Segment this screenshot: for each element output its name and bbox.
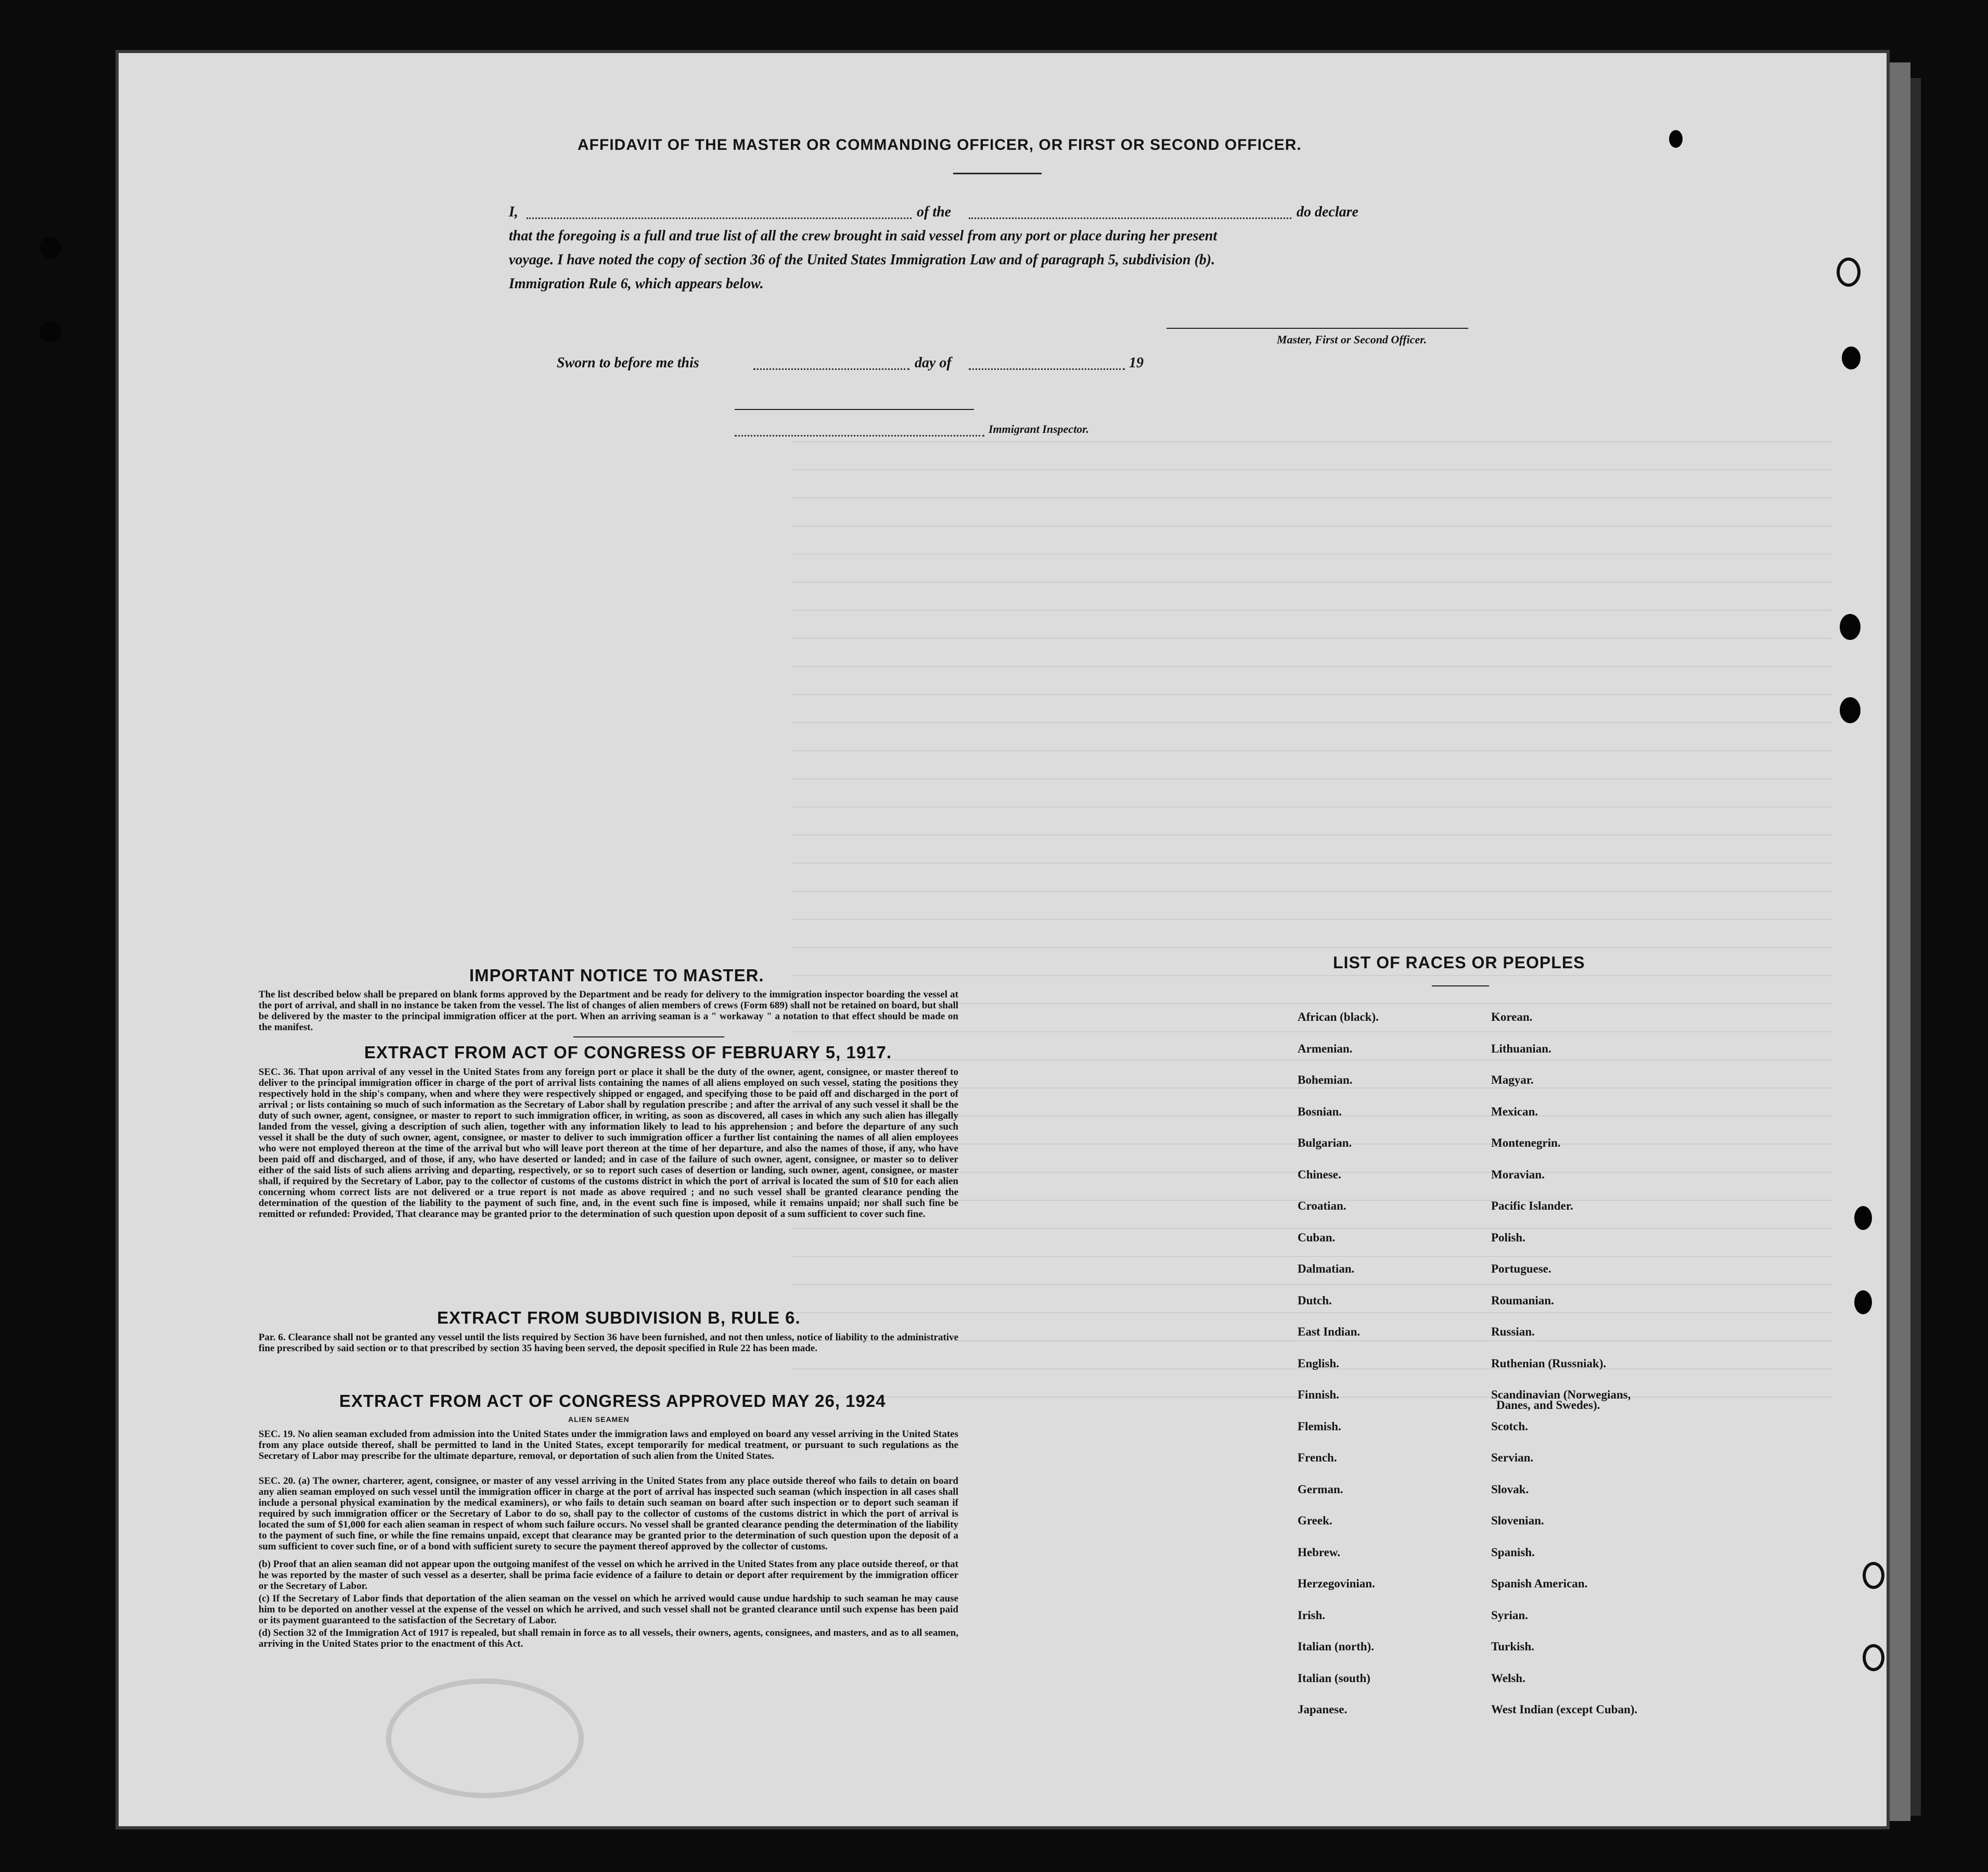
divider: [1432, 985, 1489, 986]
race-item: Ruthenian (Russniak).: [1491, 1356, 1607, 1370]
race-item-scandinavian-cont: Danes, and Swedes).: [1496, 1399, 1600, 1412]
manifest-page-back: [116, 50, 1890, 1829]
race-item: West Indian (except Cuban).: [1491, 1703, 1638, 1716]
affidavit-title: AFFIDAVIT OF THE MASTER OR COMMANDING OFFICER, OR FIRST OR SECOND OFFICER.: [578, 136, 1302, 153]
race-item: Lithuanian.: [1491, 1042, 1551, 1055]
notice-title: IMPORTANT NOTICE TO MASTER.: [469, 966, 764, 985]
races-title: LIST OF RACES OR PEOPLES: [1333, 953, 1585, 972]
master-label: Master, First or Second Officer.: [1277, 333, 1427, 346]
race-item: Hebrew.: [1298, 1545, 1340, 1559]
binder-hole: [1840, 697, 1861, 723]
race-item: Spanish American.: [1491, 1577, 1588, 1590]
race-item: Croatian.: [1298, 1199, 1346, 1212]
affidavit-line4: Immigration Rule 6, which appears below.: [509, 276, 764, 292]
race-item: Pacific Islander.: [1491, 1199, 1573, 1212]
extract-1924-title: EXTRACT FROM ACT OF CONGRESS APPROVED MAY 26, 1924: [339, 1391, 886, 1411]
affidavit-line1-declare: do declare: [1297, 204, 1358, 220]
race-item: Montenegrin.: [1491, 1136, 1561, 1149]
race-item: Syrian.: [1491, 1608, 1528, 1622]
race-item: African (black).: [1298, 1010, 1379, 1023]
extract-1924-sec19: SEC. 19. No alien seaman excluded from admission into the United States under the immigration laws and employed on board any vessel arriving in the United States from any place outside thereof, shall be permitted to land in the United States, except temporarily for medical treatment, or pursuant to such regulations as the Secretary of Labor may prescribe for the ultimate departure, removal, or deportation of such alien from the United States.: [259, 1429, 958, 1461]
extract-1917-body: SEC. 36. That upon arrival of any vessel in the United States from any foreign port or place it shall be the duty of the owner, agent, consignee, or master thereof to deliver to the principal immigration officer in charge of the port of arrival lists containing the names of all aliens employed on such vessel, stating the positions they respectively hold in the ship's company, when and where they were respectively shipped or engaged, and specifying those to be paid off and discharged in the port of arrival ; or lists containing so much of such information as the Secretary of Labor shall by regulation prescribe ; and after the arrival of any such vessel it shall be the duty of such owner, agent, consignee, or master to report to such immigration officer, in writing, as soon as discovered, all cases in which any such alien has illegally landed from the vessel, giving a description of such alien, together with any information likely to lead to his apprehension ; and before the departure of any such vessel it shall be the duty of such owner, agent, consignee, or master to deliver to such immigration officer a further list containing the names of all alien employees who were not employed thereon at the time of the arrival but who will leave port thereon at the time of her departure, and also the names of those, if any, who have been paid off and discharged, and of those, if any, who have deserted or landed; and in case of the failure of such owner, agent, consignee, or master so to deliver either of the said lists of such aliens arriving and departing, respectively, or so to report such cases of desertion or landing, such owner, agent, consignee, or master shall, if required by the Secretary of Labor, pay to the collector of customs of the customs district in which the port of arrival is located the sum of $10 for each alien concerning whom correct lists are not delivered or a true report is not made as above required ; and no such vessel shall be granted clearance pending the determination of the question of the liability to the payment of such fine, and, in the event such fine is imposed, while it remains unpaid; nor shall such fine be remitted or refunded: Provided, That clearance may be granted prior to the determination of such question upon deposit of a sum sufficient to cover such fine.: [259, 1067, 958, 1220]
binder-hole: [40, 320, 61, 342]
inspector-line-top: [735, 409, 974, 410]
master-signature-line[interactable]: [1166, 328, 1468, 329]
race-item: Dalmatian.: [1298, 1262, 1355, 1275]
race-item: East Indian.: [1298, 1325, 1361, 1338]
race-item: Slovenian.: [1491, 1514, 1544, 1527]
sworn-day-field[interactable]: [753, 368, 909, 370]
binder-hole: [1863, 1644, 1884, 1671]
name-field[interactable]: [527, 217, 912, 219]
race-item: Italian (north).: [1298, 1640, 1374, 1653]
affidavit-line3: voyage. I have noted the copy of section 36 of the United States Immigration Law and of paragraph 5, subdivision (b).: [509, 252, 1215, 268]
affidavit-line1-i: I,: [509, 204, 518, 220]
race-item: Scotch.: [1491, 1419, 1528, 1433]
race-item: Cuban.: [1298, 1230, 1336, 1244]
race-item: Polish.: [1491, 1230, 1525, 1244]
official-stamp: [386, 1678, 584, 1798]
race-item: Slovak.: [1491, 1482, 1529, 1496]
race-item: Greek.: [1298, 1514, 1332, 1527]
inspector-signature-field[interactable]: [735, 435, 984, 437]
binder-hole: [40, 237, 61, 259]
race-item: French.: [1298, 1451, 1337, 1464]
rule6-title: EXTRACT FROM SUBDIVISION B, RULE 6.: [437, 1308, 801, 1327]
race-item: Scandinavian (Norwegians,: [1491, 1388, 1631, 1401]
race-item: Magyar.: [1491, 1073, 1534, 1086]
sworn-label: Sworn to before me this: [557, 355, 699, 371]
alien-seamen-subtitle: ALIEN SEAMEN: [568, 1415, 630, 1424]
binder-hole: [1863, 1562, 1884, 1589]
race-item: Spanish.: [1491, 1545, 1535, 1559]
race-item: Finnish.: [1298, 1388, 1339, 1401]
race-item: Bosnian.: [1298, 1105, 1342, 1118]
page-edge-shadow: [1890, 62, 1910, 1821]
extract-1924-sec20b: (b) Proof that an alien seaman did not appear upon the outgoing manifest of the vessel on which he arrived in the United States from any place outside thereof, or that he was reported by the master of such vessel as a deserter, shall be prima facie evidence of a failure to detain or deport after requirement by the immigration officer or the Secretary of Labor.: [259, 1559, 958, 1592]
race-item: Dutch.: [1298, 1293, 1332, 1307]
affidavit-line2: that the foregoing is a full and true list of all the crew brought in said vessel from any port or place during her present: [509, 228, 1217, 244]
extract-1917-title: EXTRACT FROM ACT OF CONGRESS OF FEBRUARY 5, 1917.: [364, 1043, 892, 1062]
binder-hole: [1837, 258, 1861, 287]
rule6-body: Par. 6. Clearance shall not be granted any vessel until the lists required by Section 36 have been furnished, and not then unless, notice of liability to the administrative fine prescribed by said section or to that prescribed by section 35 having been served, the deposit specified in Rule 22 has been made.: [259, 1332, 958, 1354]
sworn-month-field[interactable]: [969, 368, 1125, 370]
divider: [953, 173, 1042, 174]
day-of-label: day of: [915, 355, 952, 371]
affidavit-line1-of: of the: [917, 204, 952, 220]
race-item: Korean.: [1491, 1010, 1533, 1023]
race-item: Armenian.: [1298, 1042, 1353, 1055]
race-item: German.: [1298, 1482, 1343, 1496]
race-item: Turkish.: [1491, 1640, 1534, 1653]
race-item: Bulgarian.: [1298, 1136, 1352, 1149]
race-item: Welsh.: [1491, 1671, 1525, 1685]
race-item: Moravian.: [1491, 1168, 1545, 1181]
divider: [573, 1036, 724, 1037]
bleed-through-rows: [792, 414, 1832, 1403]
race-item: Chinese.: [1298, 1168, 1341, 1181]
race-item: Portuguese.: [1491, 1262, 1551, 1275]
binder-hole: [1840, 614, 1861, 640]
extract-1924-sec20c: (c) If the Secretary of Labor finds that deportation of the alien seaman on the vessel on which he arrived would cause undue hardship to such seaman he may cause him to be deported on another vessel at the expense of the vessel on which he arrived, and such vessel shall not be granted clearance until such expense has been paid or its payment guaranteed to the satisfaction of the Secretary of Labor.: [259, 1593, 958, 1626]
vessel-field[interactable]: [969, 217, 1291, 219]
race-item: Bohemian.: [1298, 1073, 1353, 1086]
year-label: 19: [1129, 355, 1144, 371]
race-item: Japanese.: [1298, 1703, 1348, 1716]
inspector-label: Immigrant Inspector.: [989, 422, 1089, 435]
race-item: Irish.: [1298, 1608, 1326, 1622]
race-item: Servian.: [1491, 1451, 1534, 1464]
binder-hole: [1842, 347, 1861, 369]
binder-hole: [1669, 130, 1683, 148]
race-item: Russian.: [1491, 1325, 1535, 1338]
race-item: English.: [1298, 1356, 1339, 1370]
race-item: Mexican.: [1491, 1105, 1538, 1118]
extract-1924-sec20d: (d) Section 32 of the Immigration Act of 1917 is repealed, but shall remain in force as to all vessels, their owners, agents, consignees, and masters, and as to all seamen, arriving in the United States prior to the enactment of this Act.: [259, 1627, 958, 1649]
binder-hole: [1854, 1206, 1872, 1230]
race-item: Italian (south): [1298, 1671, 1370, 1685]
notice-body: The list described below shall be prepared on blank forms approved by the Department and be ready for delivery to the immigration inspector boarding the vessel at the port of arrival, and shall in no instance be taken from the vessel. The list of changes of alien members of crews (Form 689) shall not be retained on board, but shall be delivered by the master to the principal immigration officer at the port. When an arriving seaman is a " workaway " a notation to that effect should be made on the manifest.: [259, 989, 958, 1033]
race-item: Herzegovinian.: [1298, 1577, 1375, 1590]
binder-hole: [1854, 1290, 1872, 1314]
page-edge-shadow-dark: [1910, 78, 1921, 1816]
race-item: Flemish.: [1298, 1419, 1341, 1433]
race-item: Roumanian.: [1491, 1293, 1554, 1307]
extract-1924-sec20a: SEC. 20. (a) The owner, charterer, agent, consignee, or master of any vessel arriving in the United States from any place outside thereof who fails to detain on board any alien seaman employed on such vessel until the immigration officer in charge at the port of arrival has inspected such seaman (which inspection in all cases shall include a personal physical examination by the medical examiners), or who fails to detain such seaman on board after such inspection or to deport such seaman if required by such immigration officer or the Secretary of Labor to do so, shall pay to the collector of customs of the customs district in which the port of arrival is located the sum of $1,000 for each alien seaman in respect of whom such failure occurs. No vessel shall be granted clearance pending the determination of the liability to the payment of such fine, or while the fine remains unpaid, except that clearance may be granted prior to the determination of such question upon the deposit of a sum sufficient to cover such fine, or of a bond with sufficient surety to secure the payment thereof approved by the collector of customs.: [259, 1476, 958, 1552]
